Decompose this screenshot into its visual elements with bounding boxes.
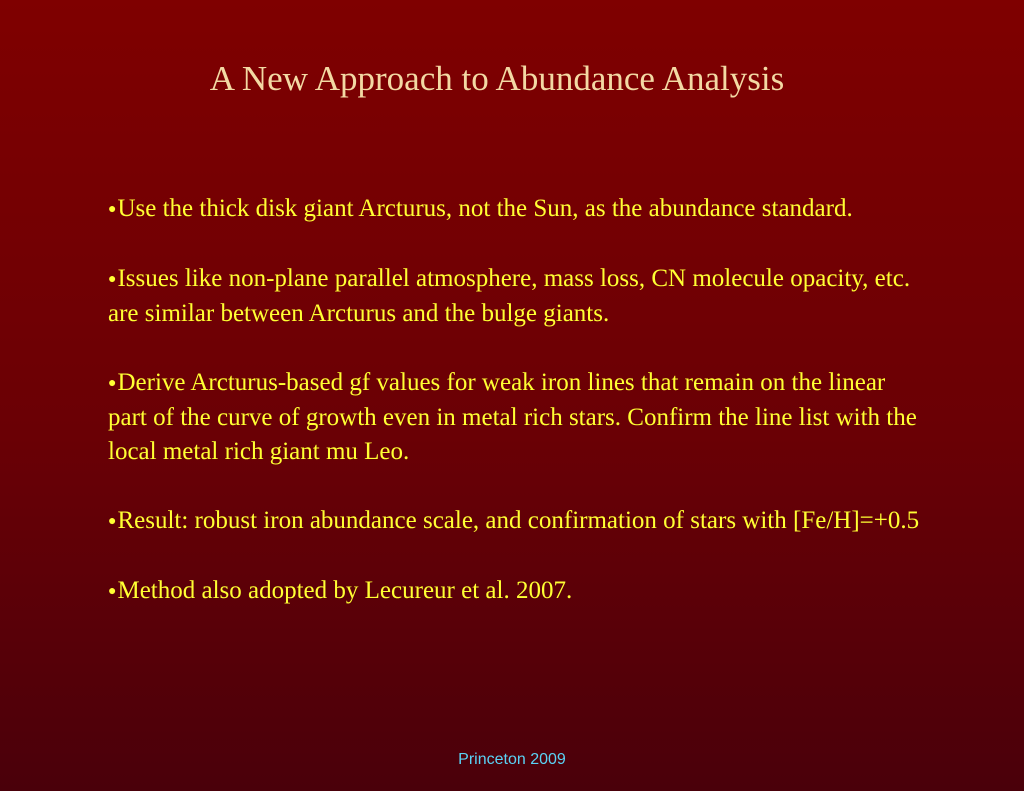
bullet-item — [108, 574, 920, 609]
bullet-text: Issues like non-plane parallel atmosphere, mass loss, CN molecule opacity, etc. are similar between Arcturus and the bulge giants. — [108, 265, 911, 327]
bullet-text: Use the thick disk giant Arcturus, not the Sun, as the abundance standard. — [117, 195, 853, 222]
bullet-text: Method also adopted by Lecureur et al. 2007. — [117, 577, 573, 604]
bullet-item — [108, 192, 920, 227]
bullet-dot-icon: ● — [108, 272, 117, 287]
bullet-dot-icon: ● — [108, 584, 117, 599]
bullet-text: Derive Arcturus-based gf values for weak iron lines that remain on the linear part of the curve of growth even in metal rich stars. Confirm the line list with the local metal rich giant mu Leo. — [108, 369, 917, 465]
bullet-item — [108, 366, 920, 469]
slide-title: A New Approach to Abundance Analysis — [209, 59, 785, 98]
bullet-dot-icon: ● — [108, 202, 117, 217]
bullet-dot-icon: ● — [108, 376, 117, 391]
bullet-text: Result: robust iron abundance scale, and confirmation of stars with [Fe/H]=+0.5 — [117, 507, 920, 534]
bullet-item — [108, 504, 920, 539]
bullet-list — [108, 192, 920, 644]
bullet-dot-icon: ● — [108, 514, 117, 529]
slide-footer: Princeton 2009 — [458, 751, 566, 768]
bullet-item — [108, 262, 920, 331]
